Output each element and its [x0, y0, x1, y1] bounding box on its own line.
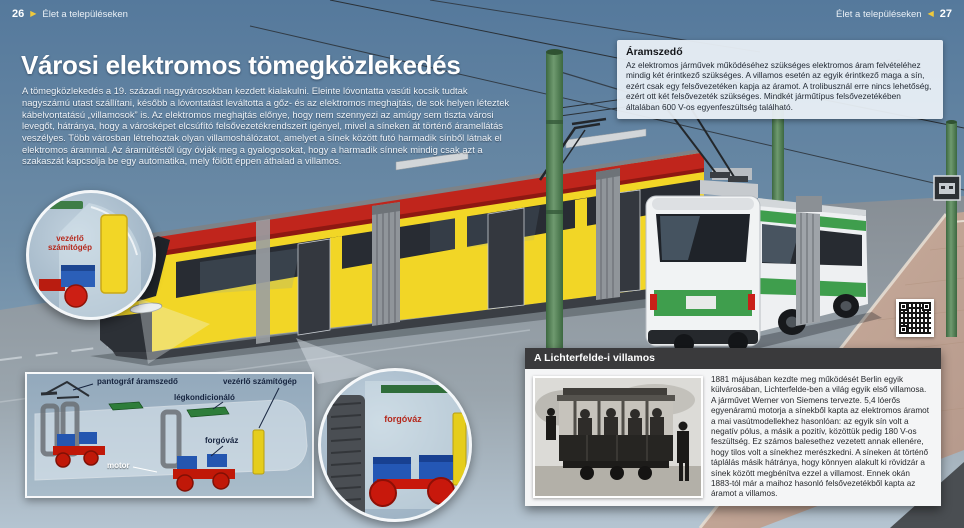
historic-photo-art [535, 378, 701, 496]
taillight [650, 294, 657, 310]
tram-door [488, 208, 524, 309]
qr-finder [899, 325, 908, 334]
section-title-left: Élet a településeken [42, 8, 128, 20]
section-title-right: Élet a településeken [836, 8, 922, 20]
inset-control-computer [26, 190, 156, 320]
tram-cutaway-diagram [25, 372, 314, 498]
aramszedo-title: Áramszedő [626, 46, 683, 58]
header-right [836, 8, 952, 20]
arrow-left-icon: ◀ [927, 9, 934, 18]
inset-right-label: forgóváz [384, 414, 422, 424]
inset-right-art [321, 371, 469, 519]
aramszedo-body: Az elektromos járművek működéséhez szükséges elektromos áram felvételéhez mindig két érintkező szükséges. A villamos esetén az egyik érintkező maga a sín, ezért csak egy felsővezetéken kapja az áramot. A trolibusznál erre nincs lehetőség, ezért ott két felsővezeték szükséges. Mindkét járműtípus felsővezetékében általában 600 V-os egyenfeszültség található. [626, 60, 932, 112]
label-bogie: forgóváz [205, 436, 239, 445]
historic-tram-photo [533, 376, 703, 498]
page-title: Városi elektromos tömegközlekedés [21, 50, 461, 81]
label-aircon: légkondicionáló [174, 393, 235, 402]
diagram-computer-panel [253, 430, 264, 474]
qr-finder [922, 302, 931, 311]
inset-left-art [29, 193, 153, 317]
intro-paragraph: A tömegközlekedés a 19. századi nagyvárosokban kezdett kialakulni. Eleinte lóvontatta vasúti kocsik tudtak nagyszámú utast szállítani, később a lóvontatást leváltotta a gőz- és az elektromos meghajtás, de sok helyen léteztek kábelvontatású „villamosok” is. Az elektromos meghajtás előnye, hogy nem szennyezi az amúgy sem tiszta városi levegőt, hátránya, hogy a városképet elcsúfító felsővezetékrendszert igényel, mivel a síneken át történő áramellátás veszélyes. Több városban létrehoztak olyan villamoshálózatot, amelyet a sínek között futó harmadik sínből látnak el elektromos árammal. Az áramütéstől úgy óvják meg a gyalogosokat, hogy a harmadik sínnek mindig csak azt a szakaszát kapcsolja be egy automatika, mely fölött éppen áthalad a villamos. [22, 85, 510, 167]
inset-bogie [318, 368, 472, 522]
lichterfelde-infobox [525, 348, 941, 506]
label-motor: motor [107, 461, 130, 470]
computer-panel [453, 413, 466, 485]
tram-door [298, 239, 330, 335]
lichterfelde-title: A Lichterfelde-i villamos [525, 348, 941, 369]
label-pantograph: pantográf áramszedő [97, 377, 178, 386]
inset-left-label: vezérlő számítógép [47, 234, 92, 252]
tram-ac-unit [566, 129, 646, 148]
qr-pattern [899, 302, 931, 334]
page-number-right: 27 [939, 8, 952, 20]
tram-articulation [372, 202, 400, 326]
label-computer: vezérlő számítógép [223, 377, 297, 386]
header-left [12, 8, 128, 20]
trolleybus-illustration [646, 78, 882, 358]
qr-code [896, 299, 934, 337]
page-number-left: 26 [12, 8, 25, 20]
trolleybus-articulation [796, 196, 822, 326]
aramszedo-infobox [617, 40, 943, 119]
taillight [748, 294, 755, 310]
qr-finder [899, 302, 908, 311]
diagram-art [27, 374, 312, 496]
arrow-right-icon: ▶ [30, 9, 37, 18]
lichterfelde-body: 1881 májusában kezdte meg működését Berlin egyik külvárosában, Lichterfelde-ben a világ egyik első villamosa. A járművet Werner von Siemens tervezte. 5,4 lóerős egyenáramú motorja a sínekből kapta az elektromos áramot a mai vasútmodellekhez hasonlóan: az egyik sín volt a negatív pólus, a másik a pozitív, közöttük pedig 180 V-os feszültség. Ez számos balesethez vezetett annak ellenére, hogy tilos volt a sínekhez merészkedni. A síneken át történő táplálás másik hátránya, hogy könnyen alakult ki rövidzár a sínek között megbénítva ezzel a villamost. Ennek okán 1883-tól már a maihoz hasonló felsővezetékből kapta az áramot a villamos. [711, 375, 929, 499]
tram-articulation [596, 168, 620, 300]
historic-tram [557, 388, 675, 480]
diagram-pantograph [41, 382, 89, 398]
control-computer-panel [101, 215, 127, 293]
